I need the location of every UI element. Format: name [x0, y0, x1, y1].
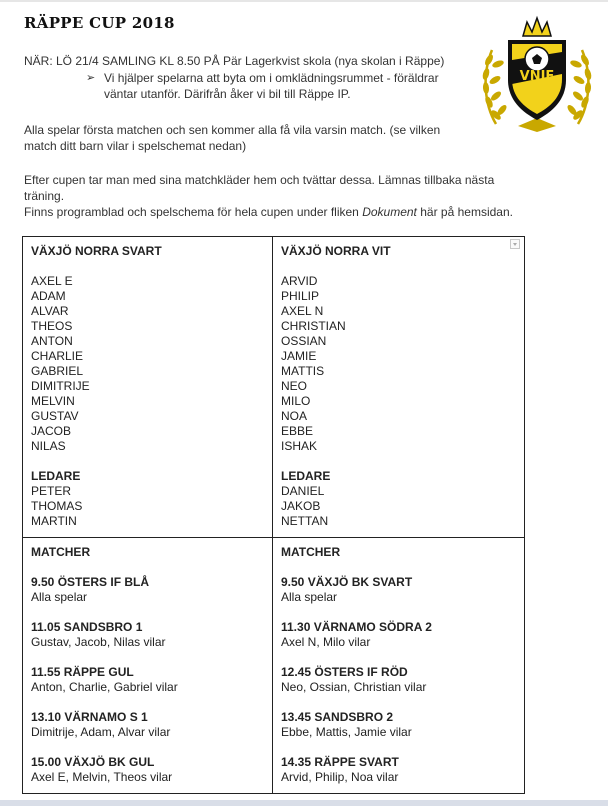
rest-info-line-1: Alla spelar första matchen och sen kommer alla få vila varsin match. (se vilken	[24, 123, 441, 137]
team-matches-cell	[273, 538, 525, 794]
cell-dropdown-icon[interactable]	[510, 239, 520, 249]
kit-info-line-1: Efter cupen tar man med sina matchkläder hem och tvättar dessa. Lämnas tillbaka nästa	[24, 173, 495, 187]
player-name: ARVID	[281, 274, 318, 288]
leaders-heading: LEDARE	[281, 469, 331, 483]
player-list	[31, 274, 265, 454]
page-top-border	[0, 0, 608, 2]
team-name: VÄXJÖ NORRA SVART	[31, 244, 162, 258]
player-name: NILAS	[31, 439, 66, 453]
match-list	[31, 575, 265, 785]
kit-info-line-2: träning.	[24, 189, 65, 203]
page-bottom-border	[0, 800, 608, 806]
leader-name: DANIEL	[281, 484, 325, 498]
team-roster-cell	[23, 237, 273, 538]
matches-heading: MATCHER	[281, 545, 341, 559]
player-name: MATTIS	[281, 364, 325, 378]
player-name: OSSIAN	[281, 334, 327, 348]
documents-tab-reference: Dokument	[362, 205, 417, 219]
match-list	[281, 575, 517, 785]
logo-text: VNIF	[519, 69, 555, 84]
roster-row	[23, 237, 525, 538]
match-title: 12.45 ÖSTERS IF RÖD	[281, 665, 408, 679]
player-name: DIMITRIJE	[31, 379, 90, 393]
team-schedule-table	[22, 236, 525, 794]
leader-name: THOMAS	[31, 499, 83, 513]
match-title: 11.30 VÄRNAMO SÖDRA 2	[281, 620, 432, 634]
match-title: 13.45 SANDSBRO 2	[281, 710, 394, 724]
match-rest-note: Gustav, Jacob, Nilas vilar	[31, 635, 166, 649]
match-title: 11.55 RÄPPE GUL	[31, 665, 134, 679]
match-rest-note: Axel E, Melvin, Theos vilar	[31, 770, 173, 784]
match-rest-note: Ebbe, Mattis, Jamie vilar	[281, 725, 412, 739]
match-title: 14.35 RÄPPE SVART	[281, 755, 399, 769]
rest-info-paragraph	[24, 122, 544, 154]
page-title: RÄPPE CUP 2018	[24, 14, 175, 32]
matches-heading: MATCHER	[31, 545, 91, 559]
player-name: PHILIP	[281, 289, 320, 303]
player-name: JACOB	[31, 424, 72, 438]
leader-name: PETER	[31, 484, 72, 498]
kit-info-paragraph	[24, 172, 544, 220]
rest-info-line-2: match ditt barn vilar i spelschemat nedan)	[24, 139, 247, 153]
player-list	[281, 274, 517, 454]
player-name: GUSTAV	[31, 409, 79, 423]
match-rest-note: Dimitrije, Adam, Alvar vilar	[31, 725, 171, 739]
documents-info-line: Finns programblad och spelschema för hela cupen under fliken Dokument här på hemsidan.	[24, 205, 513, 219]
match-title: 13.10 VÄRNAMO S 1	[31, 710, 148, 724]
player-name: JAMIE	[281, 349, 317, 363]
match-rest-note: Alla spelar	[281, 590, 338, 604]
player-name: CHARLIE	[31, 349, 84, 363]
leader-name: JAKOB	[281, 499, 321, 513]
player-name: AXEL N	[281, 304, 324, 318]
player-name: CHRISTIAN	[281, 319, 346, 333]
match-rest-note: Neo, Ossian, Christian vilar	[281, 680, 427, 694]
player-name: NEO	[281, 379, 308, 393]
bullet-line-1: Vi hjälper spelarna att byta om i omklädningsrummet - föräldrar	[104, 71, 439, 85]
player-name: MILO	[281, 394, 311, 408]
player-name: THEOS	[31, 319, 73, 333]
leader-name: MARTIN	[31, 514, 77, 528]
crown-icon	[523, 18, 551, 36]
matches-row	[23, 538, 525, 794]
player-name: ADAM	[31, 289, 66, 303]
player-name: GABRIEL	[31, 364, 84, 378]
player-name: EBBE	[281, 424, 314, 438]
match-title: 9.50 ÖSTERS IF BLÅ	[31, 575, 150, 589]
player-name: ISHAK	[281, 439, 318, 453]
arrow-bullet-icon: ➢	[86, 72, 96, 84]
player-name: ALVAR	[31, 304, 69, 318]
player-name: MELVIN	[31, 394, 75, 408]
team-name: VÄXJÖ NORRA VIT	[281, 244, 391, 258]
leader-list	[281, 484, 517, 529]
bullet-line-2: väntar utanför. Därifrån åker vi bil till Räppe IP.	[104, 87, 351, 101]
player-name: AXEL E	[31, 274, 73, 288]
leader-name: NETTAN	[281, 514, 329, 528]
vnif-club-logo	[478, 14, 596, 138]
leaders-heading: LEDARE	[31, 469, 81, 483]
intro-line: NÄR: LÖ 21/4 SAMLING KL 8.50 PÅ Pär Lagerkvist skola (nya skolan i Räppe)	[24, 54, 445, 68]
match-title: 9.50 VÄXJÖ BK SVART	[281, 575, 413, 589]
leader-list	[31, 484, 265, 529]
match-title: 11.05 SANDSBRO 1	[31, 620, 143, 634]
match-rest-note: Arvid, Philip, Noa vilar	[281, 770, 399, 784]
team-matches-cell	[23, 538, 273, 794]
team-roster-cell	[273, 237, 525, 538]
match-title: 15.00 VÄXJÖ BK GUL	[31, 755, 155, 769]
match-rest-note: Axel N, Milo vilar	[281, 635, 371, 649]
match-rest-note: Alla spelar	[31, 590, 88, 604]
player-name: ANTON	[31, 334, 73, 348]
player-name: NOA	[281, 409, 308, 423]
match-rest-note: Anton, Charlie, Gabriel vilar	[31, 680, 178, 694]
